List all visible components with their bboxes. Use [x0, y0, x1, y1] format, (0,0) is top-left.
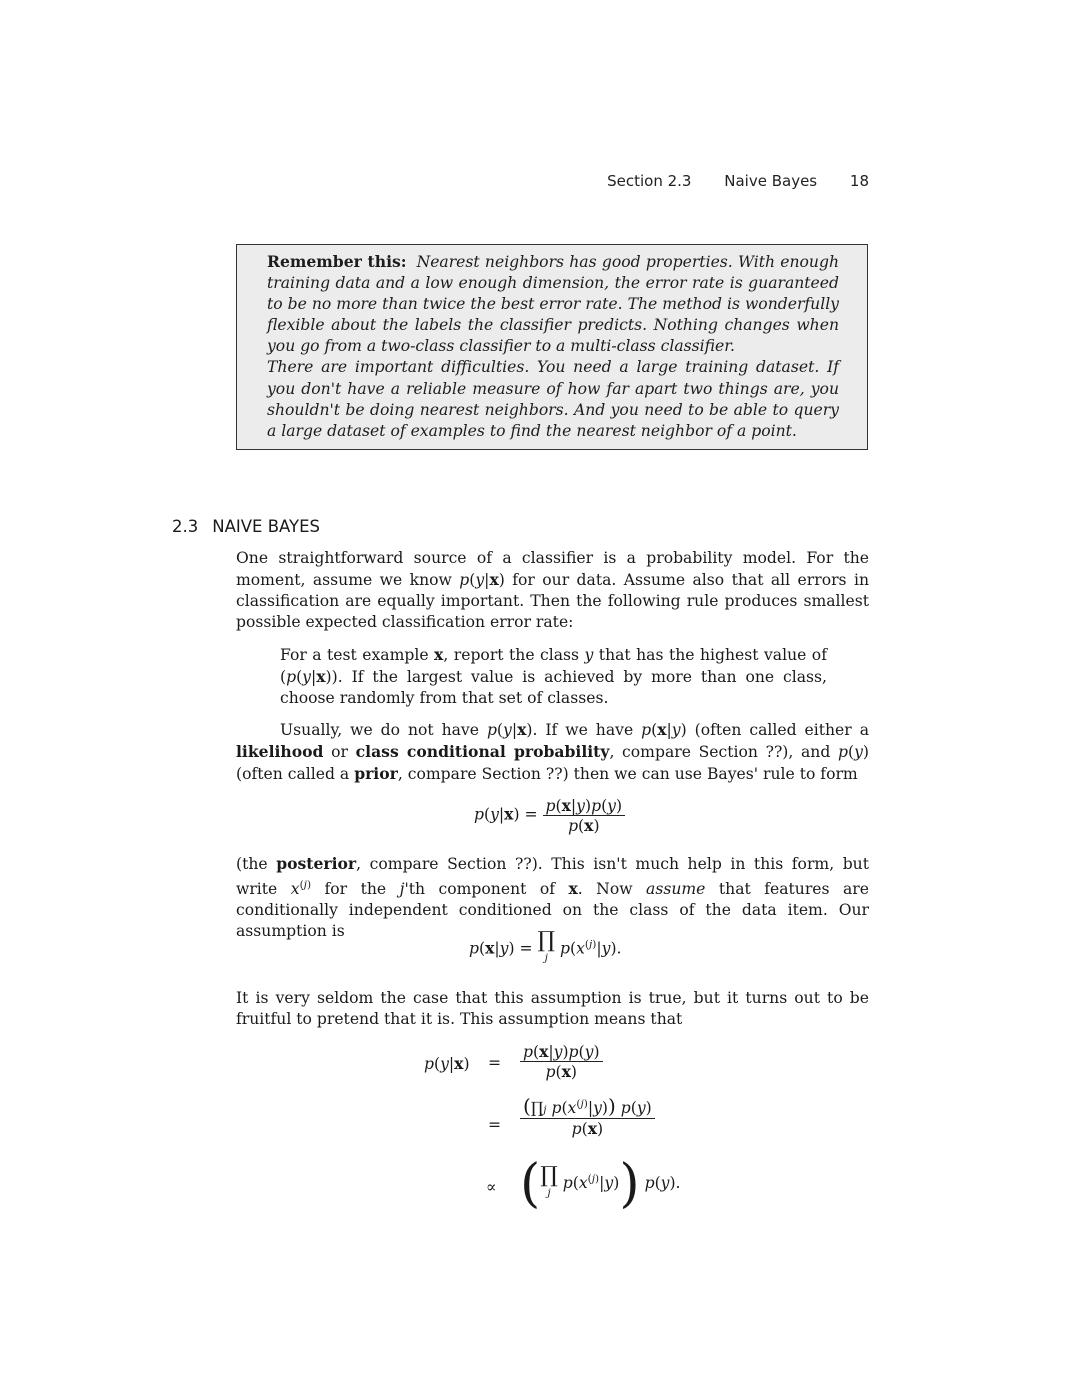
paragraph-intro: One straightforward source of a classifier is a probability model. For the moment, assume we know p(y|x) for our data. Assume also that all errors in classification are equally important. Then the following rule produces smallest possible expected classification error rate: — [236, 549, 869, 632]
equation-independence: p(x|y) = ∏ $^j$ $p(x^{(j)}|y)$. — [469, 928, 622, 964]
header-title: Naive Bayes — [724, 172, 818, 190]
remember-body: Nearest neighbors has good properties. With enough training data and a low enough dimension, the error rate is guaranteed to be no more than twice the best error rate. The method is wonderfully flexible about the labels the classifier predicts. Nothing changes when you go from a two-class classifier to a multi-class classifier. — [267, 253, 840, 356]
paragraph-assumption: It is very seldom the case that this assumption is true, but it turns out to be fruitful to pretend that it is. This assumption means that — [236, 989, 869, 1029]
section-number: 2.3 — [172, 517, 199, 536]
section-title: NAIVE BAYES — [212, 517, 321, 536]
equation-bayes: p(y|x) = $\frac{p(x|y)p(y)}{p(x)}$ — [474, 796, 625, 835]
page-number: 18 — [849, 172, 869, 190]
header-section: Section 2.3 — [607, 172, 692, 190]
remember-body-2: There are important difficulties. You need a large training dataset. If you don't have a reliable measure of how far apart two things are, you shouldn't be doing nearest neighbors. And you need to be able to query a large dataset of examples to find the nearest neighbor of a point. — [267, 358, 839, 440]
remember-box — [236, 244, 868, 450]
paragraph-rule: For a test example x, report the class y that has the highest value of (p(y|x)). If the largest value is achieved by more than one class, choose randomly from that set of classes. — [280, 645, 827, 708]
paragraph-bayes: Usually, we do not have p(y|x). If we have p(x|y) (often called either a likelihood or class conditional probability, compare Section ??), and p(y) (often called a prior, compare Section ??) then we can use Bayes' rule to form — [236, 720, 869, 784]
section-heading — [172, 517, 320, 536]
remember-lead: Remember this: — [267, 252, 407, 271]
running-header — [0, 172, 869, 190]
paragraph-posterior: (the posterior, compare Section ??). This isn't much help in this form, but write $x^{(j)}$ for the j'th component of x. Now assume that features are conditionally independent conditioned on the class of the data item. Our assumption is — [236, 854, 869, 941]
